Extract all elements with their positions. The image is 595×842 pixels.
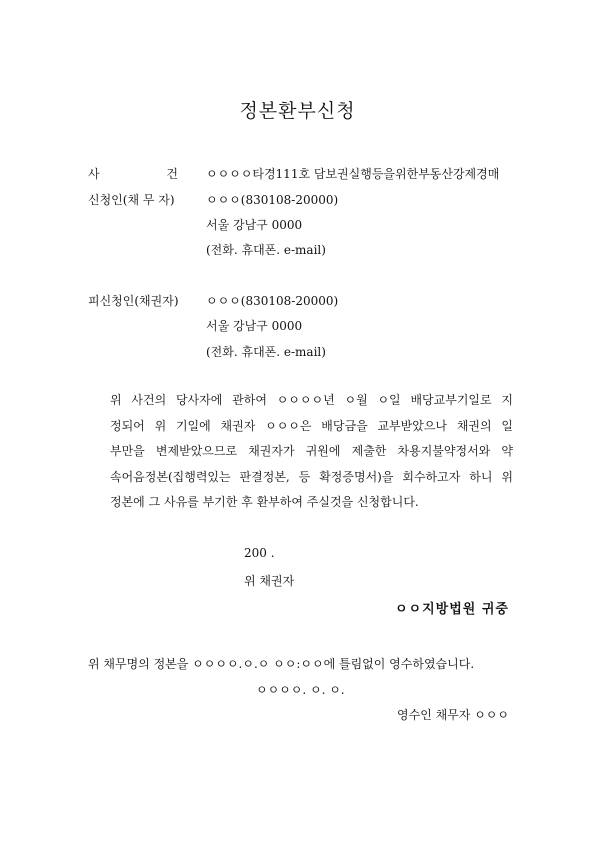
- body-line: 정본에 그 사유를 부기한 후 환부하여 주실것을 신청합니다.: [110, 495, 419, 510]
- creditor-signature: 위 채권자: [244, 574, 295, 588]
- case-label: [88, 165, 178, 182]
- applicant-address: 서울 강남구 0000: [206, 218, 303, 232]
- filing-date: 200 .: [244, 546, 275, 560]
- case-label-right: 건: [166, 167, 178, 181]
- body-paragraph: [88, 388, 513, 516]
- court-addressee: ㅇㅇ지방법원 귀중: [395, 602, 509, 617]
- case-label-left: 사: [88, 167, 100, 181]
- respondent-address: 서울 강남구 0000: [206, 319, 303, 333]
- body-line: 부만을 변제받았으므로 채권자가 귀원에 제출한 차용지불약정서와 약: [110, 444, 513, 459]
- respondent-contact: (전화. 휴대폰. e-mail): [206, 345, 326, 359]
- receipt-date: ㅇㅇㅇㅇ. ㅇ. ㅇ.: [256, 683, 345, 697]
- receipt-text: 위 채무명의 정본을 ㅇㅇㅇㅇ.ㅇ.ㅇ ㅇㅇ:ㅇㅇ에 틀림없이 영수하였습니다.: [88, 657, 475, 671]
- body-line: 속어음정본(집행력있는 판결정본, 등 확정증명서)을 회수하고자 하니 위: [110, 469, 513, 484]
- respondent-label: 피신청인(채권자): [88, 294, 179, 308]
- body-line: 위 사건의 당사자에 관하여 ㅇㅇㅇㅇ년 ㅇ월 ㅇ일 배당교부기일로 지: [110, 393, 513, 407]
- case-value: ㅇㅇㅇㅇ타경111호 담보권실행등을위한부동산강제경매: [206, 167, 500, 181]
- applicant-name: ㅇㅇㅇ(830108-20000): [206, 193, 339, 207]
- document-title: 정본환부신청: [239, 100, 356, 122]
- applicant-contact: (전화. 휴대폰. e-mail): [206, 243, 326, 257]
- body-line: 정되어 위 기일에 채권자 ㅇㅇㅇ은 배당금을 교부받았으나 채권의 일: [110, 418, 513, 433]
- receipt-signer: 영수인 채무자 ㅇㅇㅇ: [397, 708, 509, 722]
- applicant-label: 신청인(채 무 자): [88, 193, 175, 207]
- respondent-name: ㅇㅇㅇ(830108-20000): [206, 294, 339, 308]
